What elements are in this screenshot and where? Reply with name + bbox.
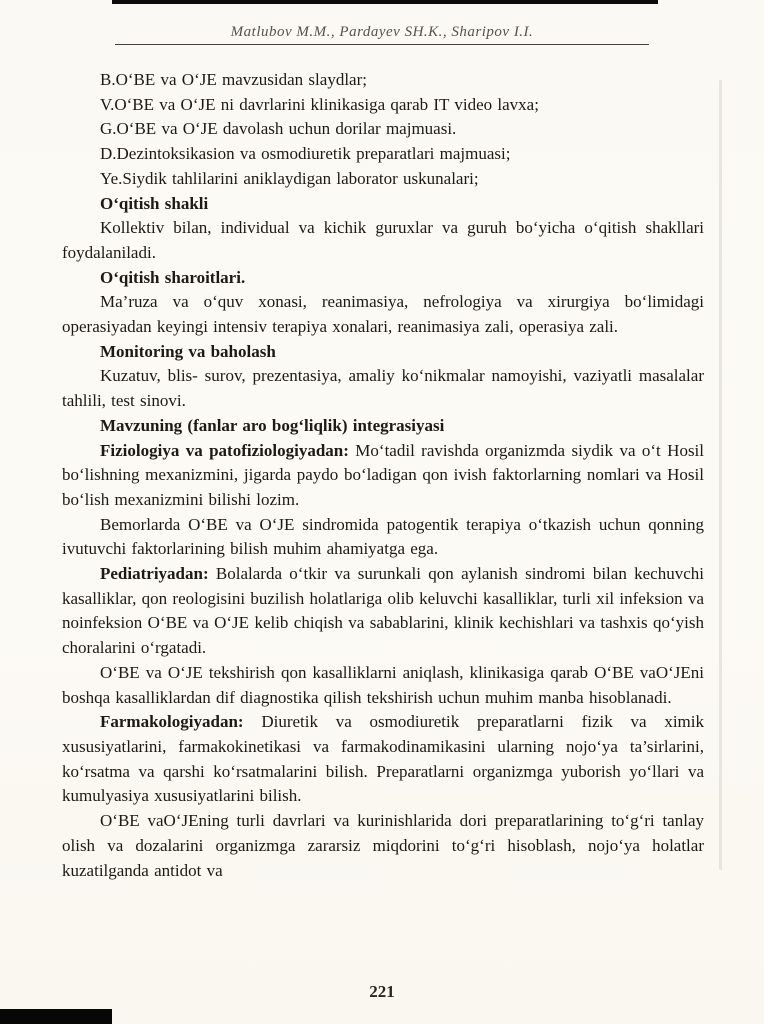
paragraph: [62, 117, 704, 142]
paragraph: [62, 266, 704, 291]
paragraph-text-run: B.O‘BE va O‘JE mavzusidan slaydlar;: [100, 70, 367, 89]
paragraph-text-run: Kuzatuv, blis- surov, prezentasiya, amaliy ko‘nikmalar namoyishi, vaziyatli masalalar tahlili, test sinovi.: [62, 366, 704, 411]
paragraph-text-run: Ye.Siydik tahlilarini aniklaydigan laborator uskunalari;: [100, 168, 479, 188]
paragraph-heading-run: Farmakologiyadan:: [100, 712, 244, 732]
page-number: 221: [369, 982, 395, 1001]
paragraph-heading-run: Mavzuning (fanlar aro bog‘liqlik) integrasiyasi: [100, 415, 445, 435]
paragraph: [62, 661, 704, 710]
paragraph-heading-run: Pediatriyadan:: [100, 564, 209, 584]
paragraph: [62, 513, 704, 562]
paragraph: [62, 562, 704, 661]
paragraph: [62, 439, 704, 513]
paragraph-text-run: O‘BE va O‘JE tekshirish qon kasalliklarni aniqlash, klinikasiga qarab O‘BE vaO‘JEni boshqa kasalliklardan dif diagnostika qilish tekshirish uchun muhim manba hisoblanadi.: [62, 662, 704, 707]
paragraph: [62, 290, 704, 339]
paragraph-heading-run: Fiziologiya va patofiziologiyadan:: [100, 440, 349, 460]
paragraph-text-run: Ma’ruza va o‘quv xonasi, reanimasiya, nefrologiya va xirurgiya bo‘limidagi operasiyadan keyingi intensiv terapiya xonalari, reanimasiya zali, operasiya zali.: [62, 292, 704, 337]
scan-fold-shadow: [719, 80, 722, 870]
paragraph: [62, 68, 704, 93]
paragraph-text-run: O‘BE vaO‘JEning turli davrlari va kurinishlarida dori preparatlarining to‘g‘ri tanlay olish va dozalarini organizmga zararsiz miqdorini to‘g‘ri hisoblash, nojo‘ya holatlar kuzatilganda antidot va: [62, 811, 704, 880]
paragraph: [62, 809, 704, 883]
paragraph-text-run: Bemorlarda O‘BE va O‘JE sindromida patogentik terapiya o‘tkazish uchun qonning ivutuvchi faktorlarining bilish muhim ahamiyatga ega.: [62, 514, 704, 559]
paragraph: [62, 93, 704, 118]
paragraph: [62, 142, 704, 167]
paragraph-text-run: D.Dezintoksikasion va osmodiuretik preparatlari majmuasi;: [100, 144, 511, 164]
scan-artifact-top: [112, 0, 658, 4]
paragraph-text-run: Diuretik va osmodiuretik preparatlarni fizik va ximik xususiyatlarini, farmakokinetikasi va farmakodinamikasini ularning nojo‘ya ta’sirlarini, ko‘rsatma va qarshi ko‘rsatmalarini bilish. Preparatlarni organizmga yuborish yo‘llari va kumulyasiya xususiyatlarini bilish.: [62, 712, 704, 806]
page-footer: [0, 982, 764, 1002]
scan-artifact-bottom-left: [0, 1009, 112, 1024]
paragraph: [62, 216, 704, 265]
header-rule: [115, 44, 649, 45]
paragraph-text-run: Mo‘tadil ravishda organizmda siydik va o‘t Hosil bo‘lishning mexanizmini, jigarda paydo bo‘ladigan qon ivish faktorlarning nomlari va Hosil bo‘lish mexanizmini bilishi lozim.: [62, 440, 705, 509]
paragraph: [62, 710, 704, 809]
paragraph: [62, 340, 704, 365]
paragraph-text-run: Bolalarda o‘tkir va surunkali qon aylanish sindromi bilan kechuvchi kasalliklar, qon reologisini buzilish holatlariga olib keluvchi kasalliklar, turli xil infeksion va noinfeksion O‘BE va O‘JE kelib chiqish va sabablarini, klinik kechishlari va tashxis qo‘yish choralarini o‘rgatadi.: [62, 564, 704, 658]
paragraph-text-run: G.O‘BE va O‘JE davolash uchun dorilar majmuasi.: [100, 119, 457, 139]
paragraph: [62, 192, 704, 217]
paragraph: [62, 414, 704, 439]
paragraph: [62, 167, 704, 192]
paragraph-heading-run: O‘qitish sharoitlari.: [100, 267, 246, 287]
paragraph-text-run: V.O‘BE va O‘JE ni davrlarini klinikasiga qarab IT video lavxa;: [100, 94, 539, 114]
paragraph-text-run: Kollektiv bilan, individual va kichik guruxlar va guruh bo‘yicha o‘qitish shakllari foydalaniladi.: [62, 218, 704, 262]
paragraph: [62, 364, 704, 413]
paragraph-heading-run: O‘qitish shakli: [100, 193, 209, 213]
running-head-authors: Matlubov M.M., Pardayev SH.K., Sharipov I.I.: [230, 24, 534, 40]
page-header: [62, 24, 702, 45]
page-body: [62, 68, 704, 883]
paragraph-heading-run: Monitoring va baholash: [100, 341, 276, 361]
